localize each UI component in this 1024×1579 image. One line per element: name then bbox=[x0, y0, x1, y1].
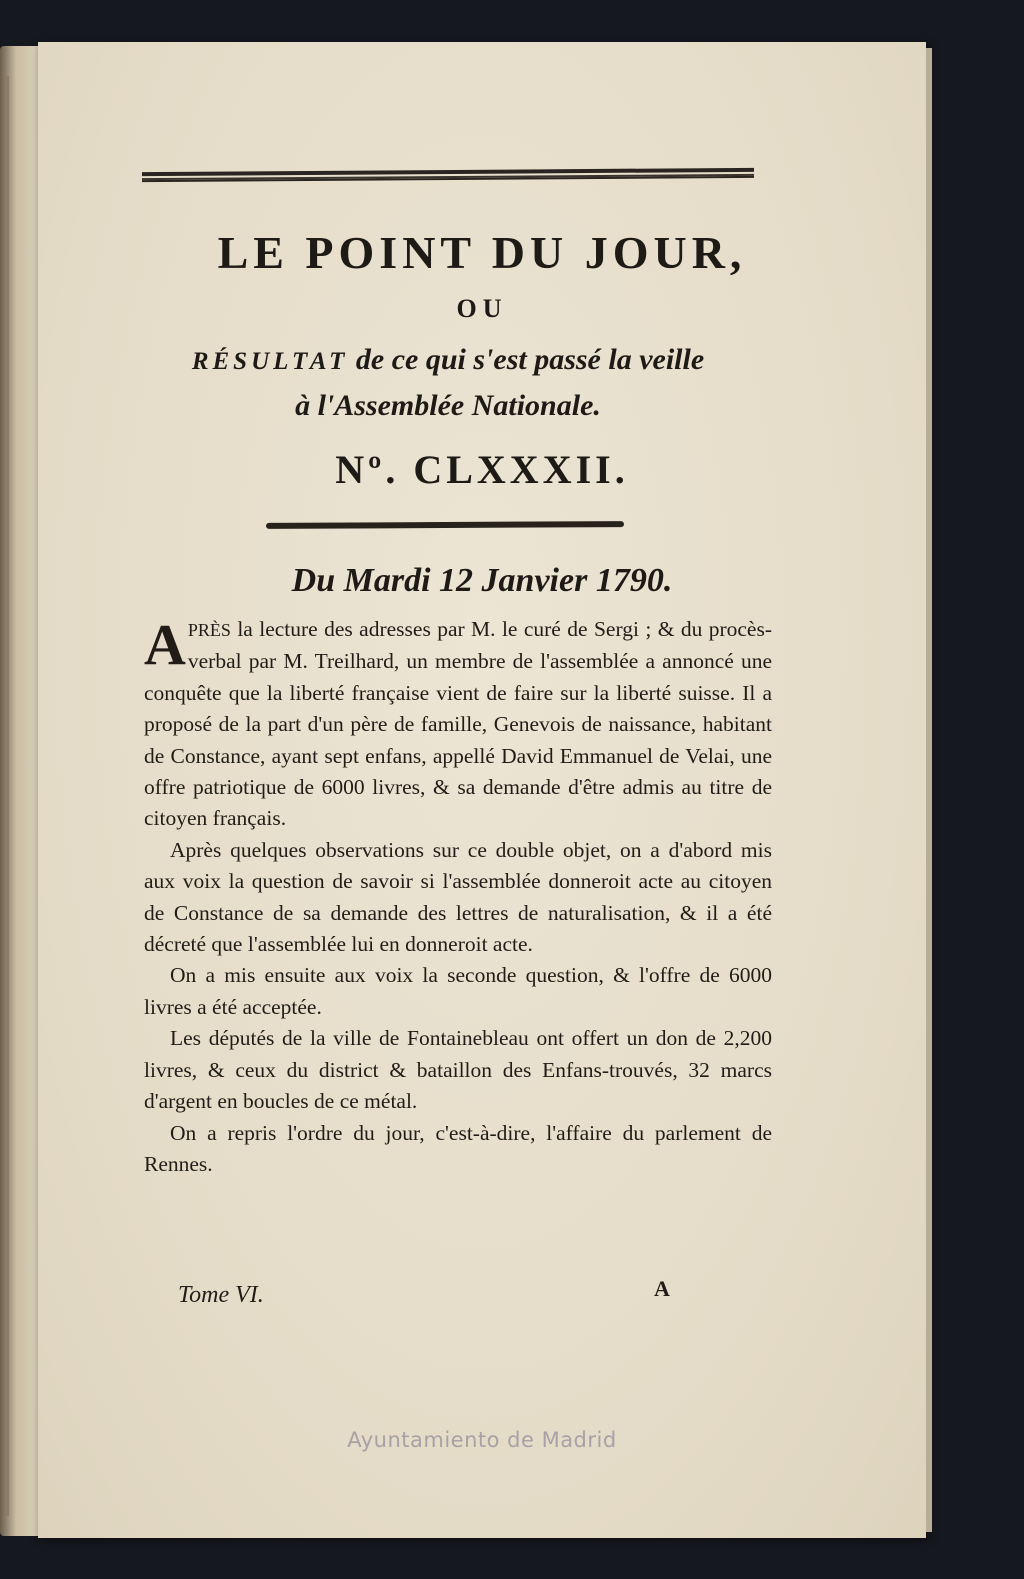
paragraph-5: On a repris l'ordre du jour, c'est-à-dire, l'affaire du parlement de Rennes. bbox=[144, 1120, 772, 1176]
page-edge bbox=[926, 48, 932, 1532]
binding-line bbox=[6, 76, 9, 1516]
issue-date: Du Mardi 12 Janvier 1790. bbox=[291, 562, 673, 599]
middle-rule bbox=[266, 521, 624, 529]
top-rule bbox=[142, 168, 754, 182]
paragraph-1-smallcaps: PRÈS bbox=[187, 620, 231, 640]
title-conjunction: OU bbox=[456, 294, 508, 323]
subtitle-lead: RÉSULTAT bbox=[191, 348, 349, 375]
subtitle-line1: de ce qui s'est passé la veille bbox=[348, 343, 705, 376]
paragraph-3: On a mis ensuite aux voix la seconde question, & l'offre de 6000 livres a été acceptée. bbox=[144, 963, 772, 1019]
subtitle bbox=[128, 338, 768, 428]
signature-mark: A bbox=[654, 1276, 670, 1301]
facing-page-edge bbox=[0, 46, 40, 1536]
document-page bbox=[38, 42, 926, 1538]
watermark: Ayuntamiento de Madrid bbox=[347, 1428, 617, 1452]
body-text bbox=[144, 614, 772, 1180]
volume-label: Tome VI. bbox=[178, 1282, 264, 1308]
drop-cap: A bbox=[144, 612, 186, 677]
paragraph-1 bbox=[144, 614, 772, 835]
subtitle-line2: à l'Assemblée Nationale. bbox=[295, 389, 601, 422]
paragraph-2: Après quelques observations sur ce double objet, on a d'abord mis aux voix la question de savoir si l'assemblée donneroit acte au citoyen de Constance de sa demande des lettres de naturalisation, & il a été décreté que l'assemblée lui en donneroit acte. bbox=[144, 837, 772, 957]
page-title: LE POINT DU JOUR, bbox=[217, 227, 747, 278]
issue-number: Nº. CLXXXII. bbox=[335, 447, 629, 492]
paragraph-4: Les députés de la ville de Fontainebleau ont offert un don de 2,200 livres, & ceux du district & bataillon des Enfans-trouvés, 32 marcs d'argent en boucles de ce métal. bbox=[144, 1026, 772, 1114]
paragraph-1-text: la lecture des adresses par M. le curé de Sergi ; & du procès-verbal par M. Treilhard, un membre de l'assemblée a annoncé une conquête que la liberté française vient de faire sur la liberté suisse. Il a proposé de la part d'un père de famille, Genevois de naissance, habitant de Constance, ayant sept enfans, appellé David Emmanuel de Velai, une offre patriotique de 6000 livres, & sa demande d'être admis au titre de citoyen français. bbox=[144, 617, 772, 831]
